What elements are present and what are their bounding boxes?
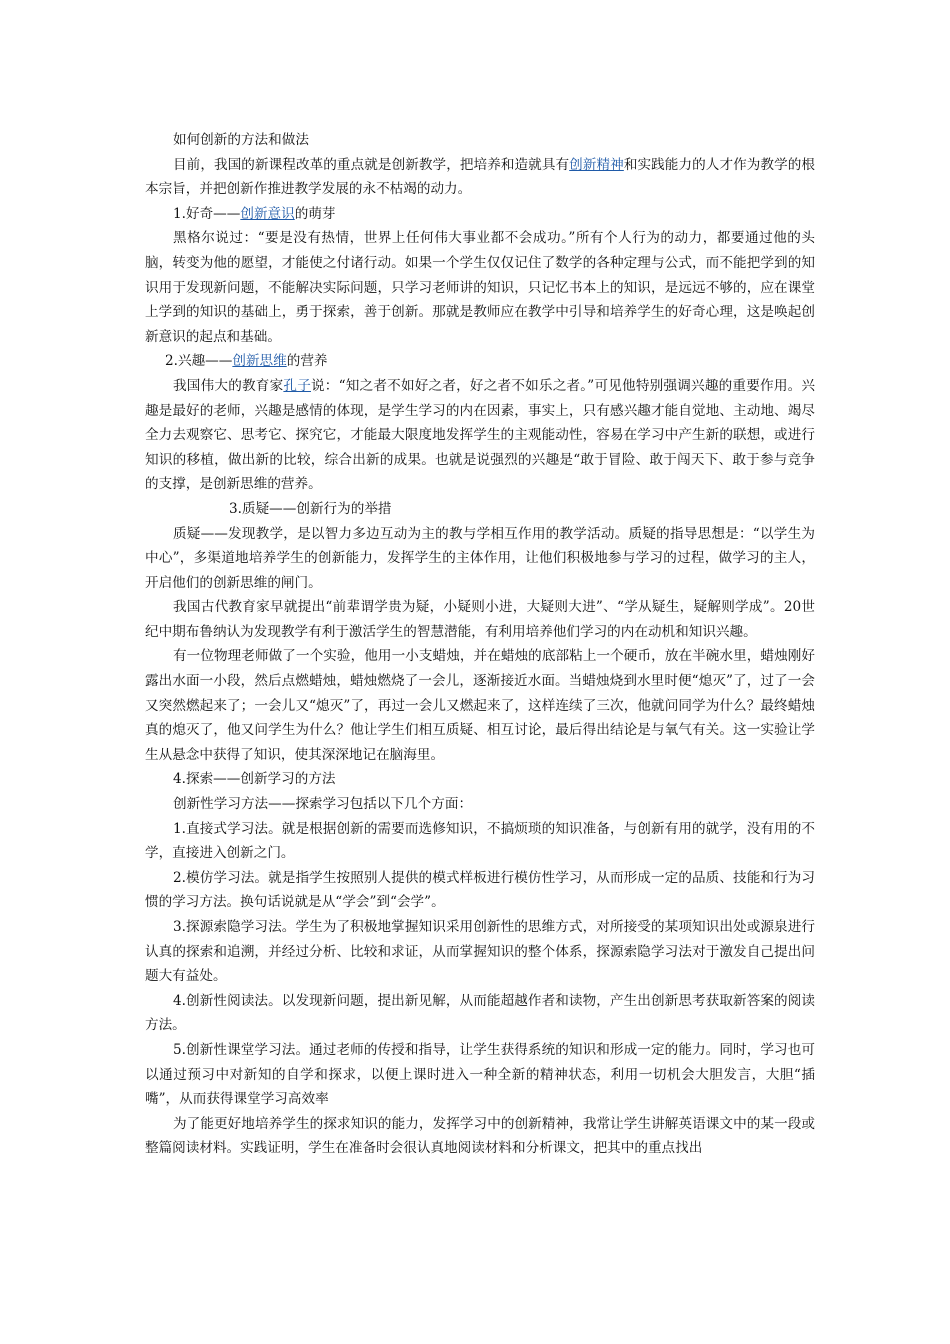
section-3-paragraph-3: 有一位物理老师做了一个实验，他用一小支蜡烛，并在蜡烛的底部粘上一个硬币，放在半碗水里，蜡烛刚好露出水面一小段，然后点燃蜡烛，蜡烛燃烧了一会儿，逐渐接近水面。当蜡烛烧到水里时便“熄灭”了，过了一会又突然燃起来了；一会儿又“熄灭”了，再过一会儿又燃起来了，这样连续了三次，他就问同学为什么？最终蜡烛真的熄灭了，他又问学生为什么？他让学生们相互质疑、相互讨论，最后得出结论是与氧气有关。这一实验让学生从悬念中获得了知识，使其深深地记在脑海里。 [145, 648, 815, 763]
section-1-heading [145, 202, 815, 227]
section-2-paragraph [145, 374, 815, 497]
list-item: 3.探源索隐学习法。学生为了积极地掌握知识采用创新性的思维方式，对所接受的某项知识出处或源泉进行认真的探索和追溯，并经过分析、比较和求证，从而掌握知识的整个体系，探源索隐学习法对于激发自己提出问题大有益处。 [145, 919, 815, 985]
link-innovative-thinking[interactable]: 创新思维 [232, 353, 287, 370]
link-confucius[interactable]: 孔子 [283, 377, 311, 394]
closing-paragraph: 为了能更好地培养学生的探求知识的能力，发挥学习中的创新精神，我常让学生讲解英语课文中的某一段或整篇阅读材料。实践证明，学生在准备时会很认真地阅读材料和分析课文，把其中的重点找出 [145, 1115, 815, 1157]
section-4-intro: 创新性学习方法——探索学习包括以下几个方面： [173, 796, 473, 813]
document-title: 如何创新的方法和做法 [173, 132, 309, 148]
section-2-heading-prefix: 2.兴趣—— [165, 353, 233, 370]
section-2-text-1: 我国伟大的教育家 [173, 377, 284, 394]
list-item: 2.模仿学习法。就是指学生按照别人提供的模式样板进行模仿性学习，从而形成一定的品质、技能和行为习惯的学习方法。换句话说就是从“学会”到“会学”。 [145, 869, 815, 911]
link-innovation-spirit[interactable]: 创新精神 [569, 156, 624, 173]
section-2-heading-suffix: 的营养 [286, 353, 328, 370]
intro-paragraph [145, 153, 815, 202]
section-2-heading [145, 349, 815, 374]
section-2-text-2: 说：“知之者不如好之者，好之者不如乐之者。”可见他特别强调兴趣的重要作用。兴趣是最好的老师，兴趣是感情的体现，是学生学习的内在因素，事实上，只有感兴趣才能自觉地、主动地、竭尽全力去观察它、思考它、探究它，才能最大限度地发挥学生的主观能动性，容易在学习中产生新的联想，或进行知识的移植，做出新的比较，综合出新的成果。也就是说强烈的兴趣是“敢于冒险、敢于闯天下、敢于参与竞争的支撑，是创新思维的营养。 [145, 377, 816, 493]
section-3-heading: 3.质疑——创新行为的举措 [229, 500, 392, 517]
section-1-heading-prefix: 1.好奇—— [173, 205, 241, 222]
intro-text-2: 和实践能力的人才作为教学的根本宗旨，并把创新作推进教学发展的永不枯竭的动力。 [145, 156, 816, 198]
list-item: 5.创新性课堂学习法。通过老师的传授和指导，让学生获得系统的知识和形成一定的能力。同时，学习也可以通过预习中对新知的自学和探求，以便上课时进入一种全新的精神状态，利用一切机会大胆发言，大胆“插嘴”，从而获得课堂学习高效率 [145, 1041, 815, 1108]
list-item: 1.直接式学习法。就是根据创新的需要而选修知识，不搞烦琐的知识准备，与创新有用的就学，没有用的不学，直接进入创新之门。 [145, 820, 815, 862]
section-3-paragraph-1: 质疑——发现教学，是以智力多边互动为主的教与学相互作用的教学活动。质疑的指导思想是：“以学生为中心”，多渠道地培养学生的创新能力，发挥学生的主体作用，让他们积极地参与学习的过程，做学习的主人，开启他们的创新思维的闸门。 [145, 525, 815, 591]
document-body [145, 128, 815, 1161]
section-1-heading-suffix: 的萌芽 [294, 205, 336, 222]
link-innovation-awareness[interactable]: 创新意识 [240, 205, 295, 222]
list-item: 4.创新性阅读法。以发现新问题，提出新见解，从而能超越作者和读物，产生出创新思考获取新答案的阅读方法。 [145, 992, 815, 1034]
intro-text-1: 目前，我国的新课程改革的重点就是创新教学，把培养和造就具有 [173, 156, 570, 173]
section-4-heading: 4.探索——创新学习的方法 [173, 771, 336, 788]
section-1-paragraph: 黑格尔说过：“要是没有热情，世界上任何伟大事业都不会成功。”所有个人行为的动力，都要通过他的头脑，转变为他的愿望，才能使之付诸行动。如果一个学生仅仅记住了数学的各种定理与公式，而不能把学到的知识用于发现新问题，不能解决实际问题，只学习老师讲的知识，只记忆书本上的知识，是远远不够的，应在课堂上学到的知识的基础上，勇于探索，善于创新。那就是教师应在教学中引导和培养学生的好奇心理，这是唤起创新意识的起点和基础。 [145, 230, 815, 345]
section-3-paragraph-2: 我国古代教育家早就提出“前辈谓学贵为疑，小疑则小进，大疑则大进”、“学从疑生，疑解则学成”。20世纪中期布鲁纳认为发现教学有利于激活学生的智慧潜能，有利用培养他们学习的内在动机和知识兴趣。 [145, 599, 815, 640]
